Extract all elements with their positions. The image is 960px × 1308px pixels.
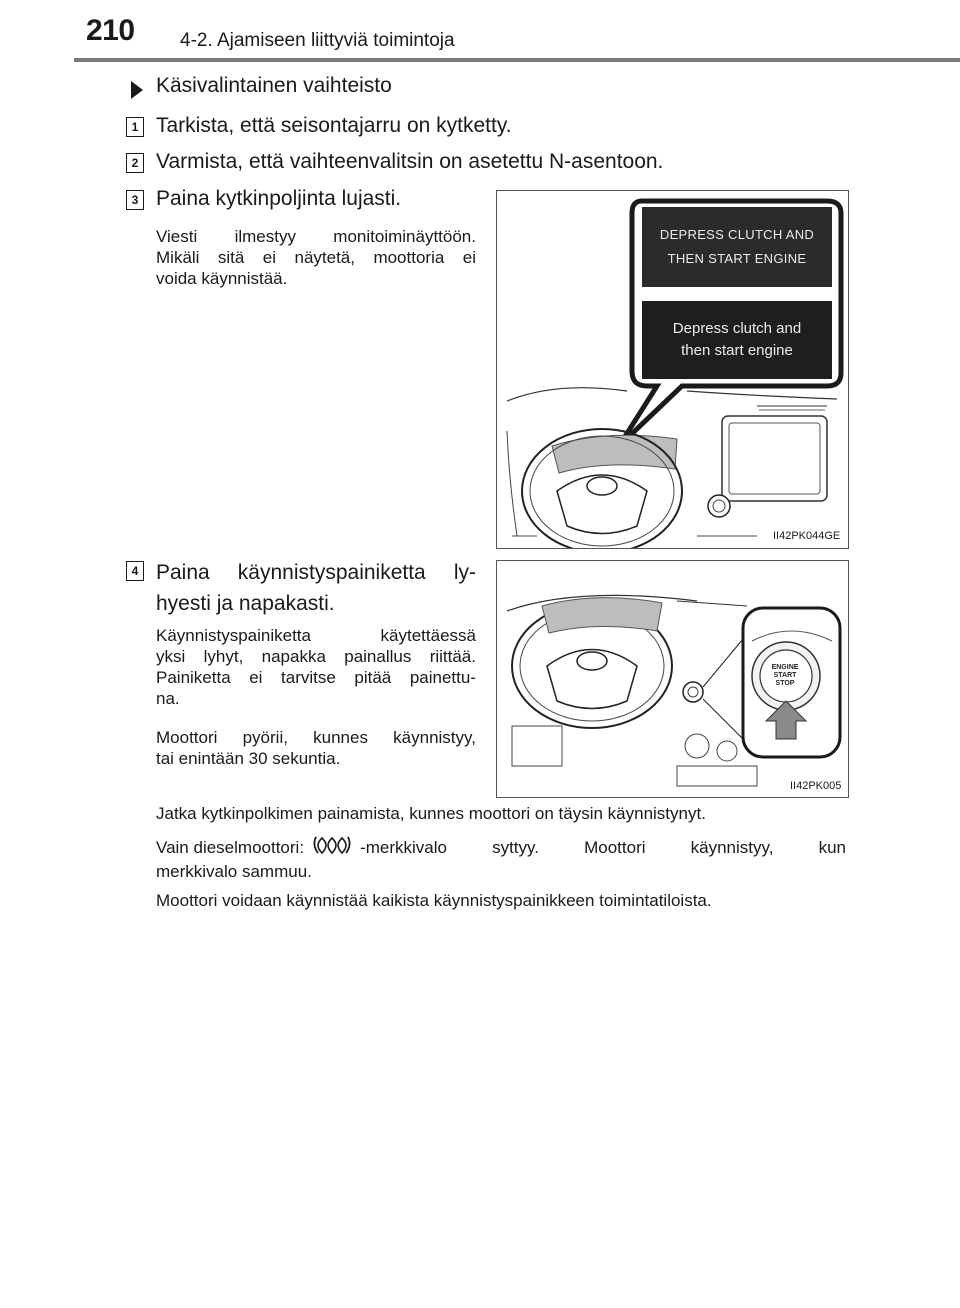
glow-plug-indicator-icon — [304, 834, 360, 861]
diesel-prefix: Vain dieselmoottori: — [156, 838, 305, 857]
header-divider — [74, 58, 960, 62]
step-number-1: 1 — [126, 117, 144, 137]
message-line: THEN START ENGINE — [667, 251, 807, 266]
step-4-note-line: na. — [156, 689, 180, 708]
figure-1-code: II42PK044GE — [773, 530, 841, 542]
section-header-title: 4-2. Ajamiseen liittyviä toimintoja — [180, 30, 455, 51]
engine-start-stop-label — [763, 664, 807, 688]
message-line: Depress clutch and — [672, 320, 802, 337]
step-4-note-line: Käynnistyspainiketta käytettäessä — [156, 626, 476, 645]
step-4-note-line: Painiketta ei tarvitse pitää painettu- — [156, 668, 476, 687]
diesel-suffix: -merkkivalo syttyy. Moottori käynnistyy, kun — [360, 838, 846, 857]
button-label-line: ENGINE — [771, 664, 799, 671]
step-4-note-line: yksi lyhyt, napakka painallus riittää. — [156, 647, 476, 666]
paragraph-diesel-line-1 — [156, 834, 846, 861]
page-number: 210 — [86, 14, 135, 47]
paragraph-keep-clutch: Jatka kytkinpolkimen painamista, kunnes moottori on täysin käynnistynyt. — [156, 804, 706, 823]
step-4-note-line: tai enintään 30 sekuntia. — [156, 749, 341, 768]
paragraph-diesel-line-2: merkkivalo sammuu. — [156, 862, 312, 881]
step-4-text-line: hyesti ja napakasti. — [156, 592, 335, 615]
step-1-text: Tarkista, että seisontajarru on kytketty. — [156, 114, 512, 137]
paragraph-diesel — [156, 834, 846, 882]
step-3-note-line: Viesti ilmestyy monitoiminäyttöön. — [156, 227, 476, 246]
step-number-2: 2 — [126, 153, 144, 173]
step-2-text: Varmista, että vaihteenvalitsin on asetettu N-asentoon. — [156, 150, 664, 173]
step-3-note-line: Mikäli sitä ei näytetä, moottoria ei — [156, 248, 476, 267]
display-message-sentence — [642, 301, 832, 379]
step-3-text: Paina kytkinpoljinta lujasti. — [156, 187, 402, 210]
step-3-note-line: voida käynnistää. — [156, 269, 288, 288]
paragraph-all-modes: Moottori voidaan käynnistää kaikista käynnistyspainikkeen toimintatiloista. — [156, 891, 712, 910]
step-number-3: 3 — [126, 190, 144, 210]
section-title: Käsivalintainen vaihteisto — [156, 74, 392, 97]
step-3-note — [156, 226, 476, 289]
step-4-note-2 — [156, 727, 476, 769]
message-line: DEPRESS CLUTCH AND — [659, 227, 815, 242]
figure-2-code: II42PK005 — [790, 780, 842, 792]
triangle-bullet-icon — [131, 81, 143, 99]
step-4-text — [156, 557, 476, 619]
step-4-text-line: Paina käynnistyspainiketta ly- — [156, 561, 476, 584]
button-label-line: STOP — [775, 680, 795, 687]
step-4-note — [156, 625, 476, 709]
message-line: then start engine — [681, 342, 793, 359]
step-4-note-line: Moottori pyörii, kunnes käynnistyy, — [156, 728, 476, 747]
display-message-uppercase — [642, 207, 832, 287]
button-label-line: START — [773, 672, 797, 679]
step-number-4: 4 — [126, 561, 144, 581]
